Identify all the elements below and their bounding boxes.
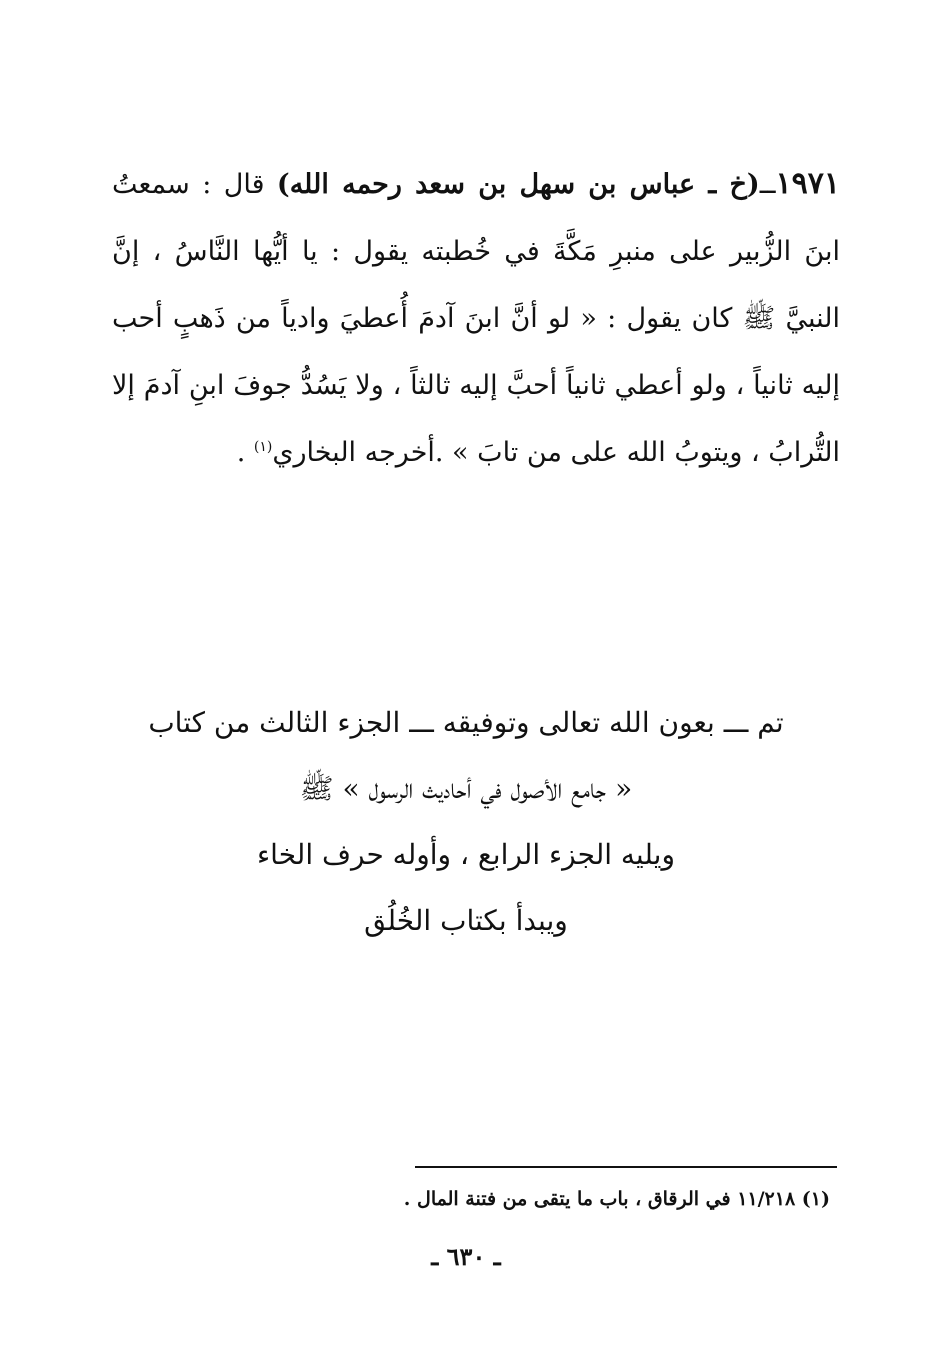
colophon-line-2: « جامع الأصول في أحاديث الرسول » ﷺ	[299, 772, 633, 805]
hadith-paragraph	[112, 150, 840, 486]
colophon-line-4: ويبدأ بكتاب الخُلُق	[364, 904, 568, 937]
footnote: (١) ١١/٢١٨ في الرقاق ، باب ما يتقى من فتنة المال .	[403, 1188, 830, 1210]
colophon-line-1: تم ـــ بعون الله تعالى وتوفيقه ـــ الجزء الثالث من كتاب	[148, 706, 784, 739]
hadith-text: قال : سمعتُ ابنَ الزُّبير على منبرِ مَكَّةَ في خُطبته يقول : يا أيُّها النَّاسُ ، إنَّ النبيَّ ﷺ كان يقول : « لو أنَّ ابنَ آدمَ أُعطيَ وادياً من ذَهبٍ أحب إليه ثانياً ، ولو أعطي ثانياً أحبَّ إليه ثالثاً ، ولا يَسُدُّ جوفَ ابنِ آدمَ إلا التُّرابُ ، ويتوبُ الله على من تابَ » .أخرجه البخاري	[112, 169, 840, 468]
colophon-line-3: ويليه الجزء الرابع ، وأوله حرف الخاء	[257, 838, 675, 871]
page-number: ـ ٦٣٠ ـ	[431, 1242, 501, 1271]
hadith-number: ١٩٧١	[775, 166, 840, 201]
hadith-end: .	[236, 437, 246, 468]
hadith-dash: ــ	[759, 169, 776, 200]
hadith-chain: (خ ـ عباس بن سهل بن سعد رحمه الله)	[276, 169, 760, 200]
footnote-marker: (١)	[253, 439, 273, 455]
colophon	[120, 690, 812, 954]
footnote-divider	[415, 1166, 837, 1168]
